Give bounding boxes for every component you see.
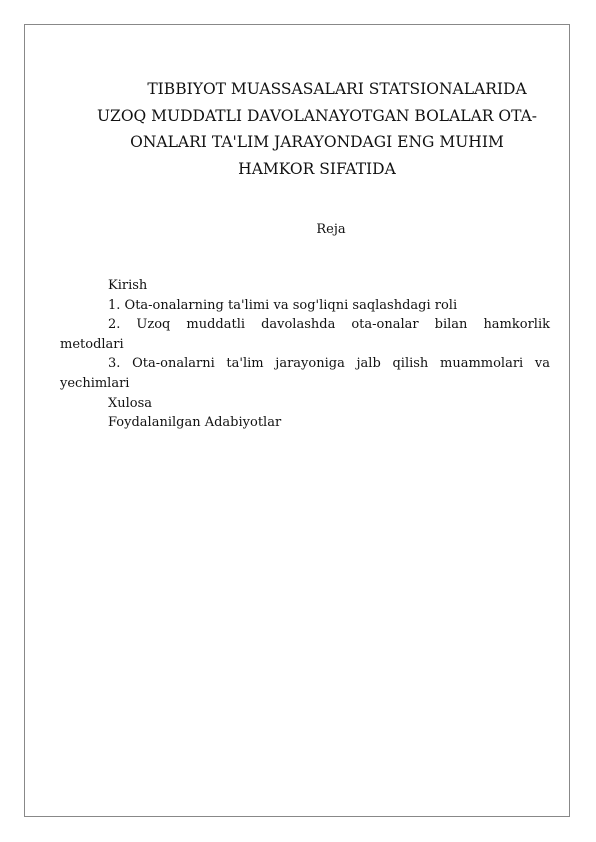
toc-conclusion-text: Xulosa bbox=[108, 395, 153, 411]
title-line-4: HAMKOR SIFATIDA bbox=[238, 159, 396, 178]
toc-item-3-line-1: 3. Ota-onalarni ta'lim jarayoniga jalb qilish muammolari va bbox=[108, 356, 550, 372]
table-of-contents bbox=[60, 276, 550, 433]
plan-heading: Reja bbox=[316, 222, 346, 237]
toc-item-references bbox=[84, 413, 550, 433]
toc-references-text: Foydalanilgan Adabiyotlar bbox=[108, 415, 282, 431]
toc-item-conclusion bbox=[84, 394, 550, 414]
document-title bbox=[84, 76, 550, 182]
toc-item-3-line-2: yechimlari bbox=[60, 375, 130, 391]
toc-intro-text: Kirish bbox=[108, 278, 148, 293]
title-line-2: UZOQ MUDDATLI DAVOLANAYOTGAN BOLALAR OTA- bbox=[96, 106, 537, 125]
title-line-3: ONALARI TA'LIM JARAYONDAGI ENG MUHIM bbox=[130, 133, 504, 151]
toc-item-1 bbox=[84, 296, 550, 316]
toc-item-3 bbox=[60, 354, 550, 393]
toc-item-2-line-1: 2. Uzoq muddatli davolashda ota-onalar bilan hamkorlik bbox=[108, 317, 550, 333]
toc-item-2-line-2: metodlari bbox=[60, 336, 124, 352]
toc-item-2 bbox=[60, 315, 550, 354]
title-line-1: TIBBIYOT MUASSASALARI STATSIONALARIDA bbox=[147, 80, 527, 98]
toc-item-1-text: 1. Ota-onalarning ta'limi va sog'liqni saqlashdagi roli bbox=[108, 297, 458, 313]
toc-item-intro bbox=[84, 276, 550, 296]
